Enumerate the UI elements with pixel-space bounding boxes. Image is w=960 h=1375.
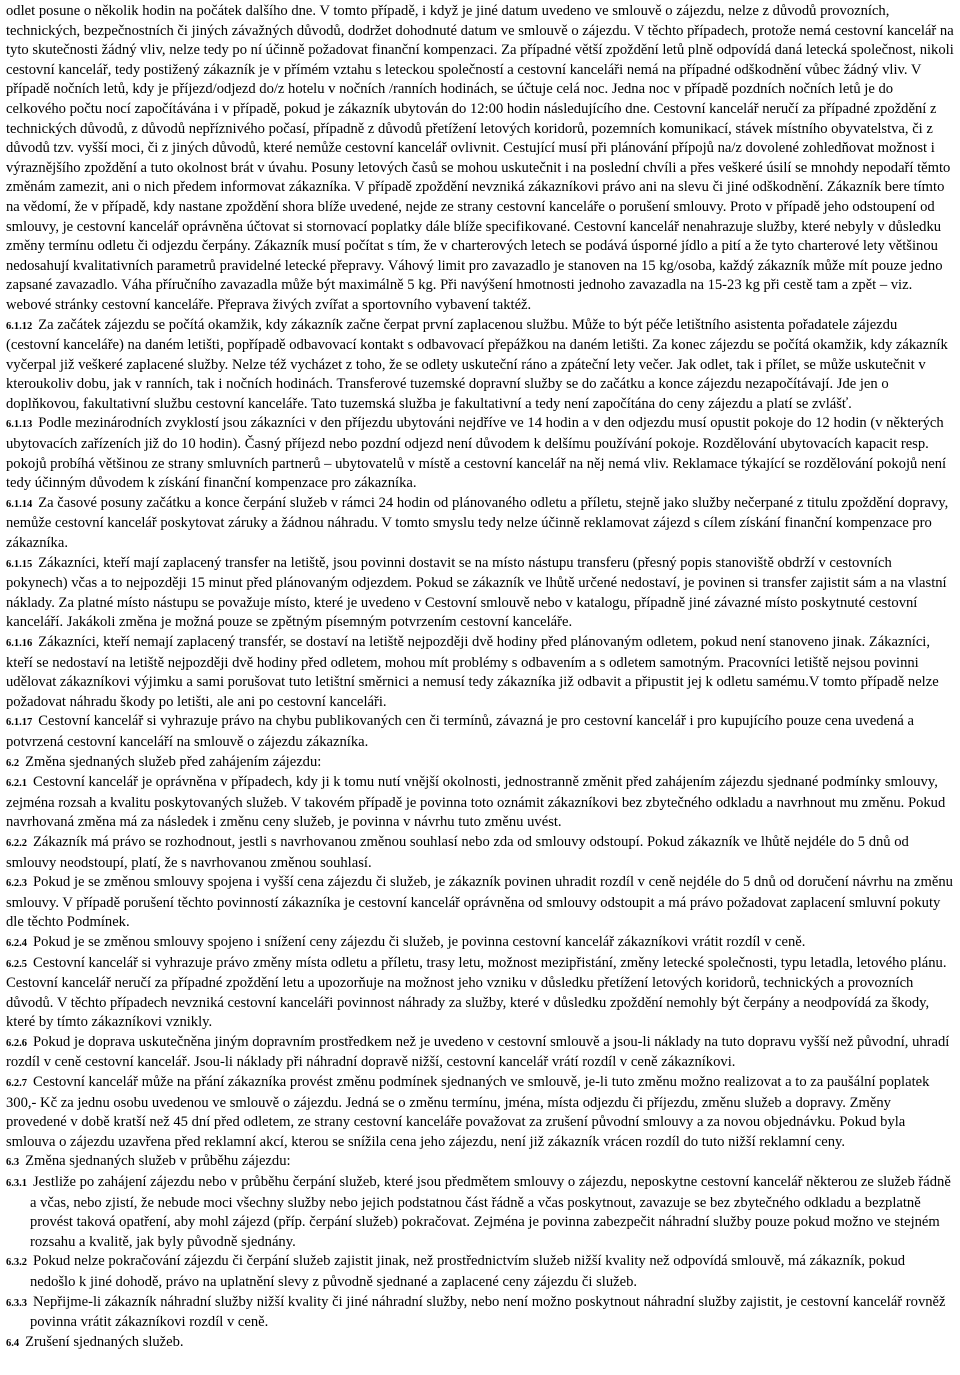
section-6-1-12 (6, 316, 954, 415)
section-number: 6.2.3 (6, 878, 27, 890)
paragraph-text: Za časové posuny začátku a konce čerpání služeb v rámci 24 hodin od plánovaného odletu a příletu, stejně jako služby nečerpané z titulu zpoždění dopravy, nemůže cestovní kancelář poskytovat záruky a žádnou náhradu. V tomto smyslu tedy nelze účinně reklamovat zájezd s cílem získání finanční kompenzace pro zákazníka. (6, 494, 949, 552)
paragraph-text: odlet posune o několik hodin na počátek dalšího dne. V tomto případě, i když je jiné datum uvedeno ve smlouvě o zájezdu, nelze z důvodů provozních, technických, bezpečnostních či jiných závažných důvodů, dodržet dohodnuté datum ve smlouvě o zájezdu. V těchto případech, protože nemá cestovní kancelář na tyto skutečnosti žádný vliv, nelze tedy po ní účinně požadovat finanční kompenzaci. Za případné větší zpoždění letů plně odpovídá daná letecká společnost, nikoli cestovní kancelář, tedy postižený zákazník je v přímém vztahu s leteckou společností a cestovní kanceláři nemá na případné odškodnění vůbec žádný vliv. V případě nočních letů, kdy je příjezd/odjezd do/z hotelu v nočních /ranních hodinách, se účtuje celá noc. Jedna noc v případě pozdních nočních letů je do celkového počtu nocí započítávána i v případě, pokud je zákazník ubytován do 12:00 hodin následujícího dne. Cestovní kancelář neručí za případné zpoždění z technických důvodů, z důvodů nepříznivého počasí, případně z důvodů přetížení letových koridorů, pozemních komunikací, stávek místního obyvatelstva, či z důvodů tzv. vyšší moci, či z jiných důvodů, které nemůže cestovní kancelář ovlivnit. Cestující musí při plánování přípojů na/z dovolené zohledňovat možnost i výraznějšího zpoždění a tuto okolnost brát v úvahu. Posuny letových časů se mohou uskutečnit i na poslední chvíli a přes veškeré úsilí se mnohdy nepodaří těmto změnám zamezit, ani o nich předem informovat zákazníka. V případě zpoždění nevzniká zákazníkovi právo ani na slevu či jiné odškodnění. Zákazník bere tímto na vědomí, že v případě, kdy nastane zpoždění shora blíže uvedené, nejde ze strany cestovní kanceláře o porušení smlouvy. Proto v případě jeho odstoupení od smlouvy, je cestovní kancelář oprávněna účtovat si stornovací poplatky dále blíže specifikované. Cestovní kancelář nenahrazuje služby, které nebyly v důsledku změny termínu odletu či odjezdu čerpány. Zákazník musí počítat s tím, že v charterových letech se podává úsporné jídlo a pití a že tyto charterové lety většinou nedosahují kvalitativních parametrů pravidelné letecké přepravy. Váhový limit pro zavazadlo je stanoven na 15 kg/osoba, každý zákazník může mít pouze jedno zapsané zavazadlo. Váha příručního zavazadla může být maximálně 5 kg. Při navýšení hmotnosti jednoho zavazadla na 15-23 kg při cestě tam a zpět – viz. webové stránky cestovní kanceláře. Přeprava živých zvířat a sportovního vybavení taktéž. (6, 3, 954, 313)
section-number: 6.1.14 (6, 498, 33, 510)
section-number: 6.2.5 (6, 958, 27, 970)
section-6-1-14 (6, 494, 954, 554)
paragraph-text: Pokud je doprava uskutečněna jiným dopravním prostředkem než je uvedeno v cestovní smlouvě a jsou-li náklady na tuto dopravu vyšší než původní, uhradí rozdíl v ceně cestovní kancelář. Jsou-li náklady při náhradní dopravě nižší, cestovní kancelář vrátí rozdíl v ceně zákazníkovi. (6, 1033, 950, 1071)
section-6-3 (6, 1152, 954, 1173)
section-6-2-3 (6, 873, 954, 933)
section-number: 6.4 (6, 1337, 20, 1349)
paragraph-0 (6, 2, 954, 316)
paragraph-text: Zákazník má právo se rozhodnout, jestli s navrhovanou změnou souhlasí nebo zda od smlouvy odstoupí. Pokud zákazník ve lhůtě nejdéle do 5 dnů od smlouvy neodstoupí, platí, že s navrhovanou změnou souhlasí. (6, 833, 909, 871)
paragraph-text: Nepřijme-li zákazník náhradní služby nižší kvality či jiné náhradní služby, nebo není možno poskytnout náhradní služby zajistit, je cestovní kancelář rovněž povinna vrátit zákazníkovi rozdíl v ceně. (30, 1293, 946, 1331)
section-6-2-7 (6, 1073, 954, 1152)
section-number: 6.2.4 (6, 937, 27, 949)
section-6-1-16 (6, 633, 954, 712)
section-6-2-6 (6, 1033, 954, 1073)
paragraph-text: Cestovní kancelář si vyhrazuje právo na chybu publikovaných cen či termínů, závazná je pro cestovní kancelář i pro kupujícího pouze cena uvedená a potvrzená cestovní kanceláří na smlouvě o zájezdu zákazníka. (6, 713, 914, 750)
section-6-3-1 (6, 1173, 954, 1252)
section-6-3-3 (6, 1293, 954, 1333)
section-number: 6.2.7 (6, 1078, 27, 1090)
paragraph-text: Cestovní kancelář je oprávněna v případech, kdy ji k tomu nutí vnější okolnosti, jednostranně změnit před zahájením zájezdu sjednané podmínky smlouvy, zejména rozsah a kvalitu poskytovaných služeb. V takovém případě je povinna toto oznámit zákazníkovi bez zbytečného odkladu a navrhnout mu změnu. Pokud navrhovaná změna má za následek i změnu ceny služeb, je povinna v návrhu tuto změnu uvést. (6, 774, 946, 831)
paragraph-text: Změna sjednaných služeb před zahájením zájezdu: (25, 753, 322, 770)
paragraph-text: Zrušení sjednaných služeb. (25, 1333, 184, 1350)
section-number: 6.1.15 (6, 558, 33, 570)
section-number: 6.1.17 (6, 717, 33, 729)
section-number: 6.3.1 (6, 1178, 27, 1190)
paragraph-text: Zákazníci, kteří mají zaplacený transfer na letiště, jsou povinni dostavit se na místo nástupu transferu (přesný popis stanoviště obdrží v cestovních pokynech) včas a to nejpozději 15 minut před plánovaným odjezdem. Pokud se zákazník ve lhůtě určené nedostaví, je povinen si transfer zajistit sám a na vlastní náklady. Za platné místo nástupu se považuje místo, které je uvedeno v Cestovní smlouvě nebo v katalogu, případně jiné závazné místo poskytnuté cestovní kanceláří. Jakákoli změna je možná pouze se zpětným písemným potvrzením cestovní kanceláře. (6, 554, 947, 631)
section-number: 6.2.2 (6, 837, 27, 849)
section-number: 6.2 (6, 757, 20, 769)
section-6-2-5 (6, 954, 954, 1033)
section-number: 6.1.16 (6, 638, 33, 649)
section-6-2 (6, 753, 954, 774)
section-number: 6.3.2 (6, 1257, 27, 1269)
section-number: 6.2.6 (6, 1037, 27, 1049)
section-6-4 (6, 1333, 954, 1354)
paragraph-text: Cestovní kancelář může na přání zákazníka provést změnu podmínek sjednaných ve smlouvě, je-li tuto změnu možno realizovat a to za paušální poplatek 300,- Kč za jednu osobu uvedenou ve smlouvě o zájezdu. Jedná se o změnu termínu, jména, místa odjezdu či příjezdu, změnu služeb a dopravy. Změny provedené v době kratší než 45 dní před odletem, ze strany cestovní kanceláře považovat za zrušení původní smlouvy a za novou objednávku. Pokud byla smlouva o zájezdu uzavřena před reklamní akcí, kterou se snížila cena jeho zájezdu, není již zákazník vrácen rozdíl do tuto nižší reklamní ceny. (6, 1074, 930, 1150)
section-6-3-2 (6, 1252, 954, 1292)
paragraph-text: Jestliže po zahájení zájezdu nebo v průběhu čerpání služeb, které jsou předmětem smlouvy o zájezdu, neposkytne cestovní kancelář některou ze služeb řádně a včas, nebo zjistí, že nebude moci všechny služby nebo jejich podstatnou část řádně a včas poskytnout, zavazuje se bez zbytečného odkladu a bezplatně provést taková opatření, aby mohl zájezd (příp. čerpání služeb) pokračovat. Zejména je povinna zabezpečit náhradní služby pouze pokud možno ve stejném rozsahu a kvalitě, jak byly původně sjednány. (30, 1174, 951, 1250)
paragraph-text: Podle mezinárodních zvyklostí jsou zákazníci v den příjezdu ubytováni nejdříve ve 14 hodin a v den odjezdu musí opustit pokoje do 12 hodin (v některých ubytovacích zařízeních již do 10 hodin). Časný příjezd nebo pozdní odjezd není důvodem k delšímu používání pokoje. Rozdělování ubytovacích kapacit resp. pokojů probíhá většinou ze strany smluvních partnerů – ubytovatelů v místě a cestovní kancelář na něj nemá vliv. Reklamace týkající se rozdělování pokojů není tedy účinným důvodem k získání finanční kompenzace pro zákazníka. (6, 415, 947, 492)
section-number: 6.1.13 (6, 419, 33, 431)
paragraph-text: Za začátek zájezdu se počítá okamžik, kdy zákazník začne čerpat první zaplacenou službu. Může to být péče letištního asistenta pořadatele zájezdu (cestovní kanceláře) na daném letišti, popřípadě odbavovací kontakt s odbavovací přepážkou na daném letišti. Za konec zájezdu se počítá okamžik, kdy zákazník vyčerpal již veškeré zaplacené služby. Nelze též vycházet z toho, že se odlety uskuteční ráno a zpáteční lety večer. Jak odlet, tak i přílet, se může uskutečnit v kteroukoliv dobu, jak v ranních, tak i nočních hodinách. Transferové tuzemské dopravní služby se do začátku a konce zájezdu nezapočítávají. Jde jen o doplňkovou, fakultativní službu cestovní kanceláře. Tato tuzemská služba je fakultativní a tedy není započítána do ceny zájezdu a platí se zvlášť. (6, 316, 948, 412)
paragraph-text: Změna sjednaných služeb v průběhu zájezdu: (25, 1153, 291, 1170)
paragraph-text: Pokud nelze pokračování zájezdu či čerpání služeb zajistit jinak, než prostřednictvím služeb nižší kvality než odpovídá smlouvě, má zákazník, pokud nedošlo k jiné dohodě, právo na uplatnění slevy z původně sjednané a zaplacené ceny zájezdu či služeb. (30, 1253, 906, 1290)
section-6-1-15 (6, 554, 954, 633)
section-number: 6.1.12 (6, 320, 33, 332)
section-6-2-4 (6, 933, 954, 954)
paragraph-text: Zákazníci, kteří nemají zaplacený transfér, se dostaví na letiště nejpozději dvě hodiny před plánovaným odletem, pokud není stanoveno jinak. Zákazníci, kteří se nedostaví na letiště nejpozději dvě hodiny před odletem, mohou mít problémy s odbavením a s odletem samotným. Pracovníci letiště nejsou povinni udělovat zákazníkovi výjimku a sami porušovat tuto letištní směrnici a nemusí tedy zákazníka již odbavit a připustit jej k odletu samému.V tomto případě nelze požadovat náhradu škody po letišti, ale ani po cestovní kanceláři. (6, 634, 939, 710)
section-number: 6.3 (6, 1157, 20, 1169)
paragraph-text: Pokud je se změnou smlouvy spojena i vyšší cena zájezdu či služeb, je zákazník povinen uhradit rozdíl v ceně nejdéle do 5 dnů od doručení návrhu na změnu smlouvy. V případě porušení těchto povinností zákazníka je cestovní kancelář oprávněna od smlouvy odstoupit a má právo požadovat zaplacení smluvní pokuty dle těchto Podmínek. (6, 874, 953, 931)
section-6-2-2 (6, 833, 954, 873)
section-number: 6.2.1 (6, 778, 27, 790)
section-6-1-13 (6, 414, 954, 493)
section-number: 6.3.3 (6, 1297, 27, 1309)
paragraph-text: Cestovní kancelář si vyhrazuje právo změny místa odletu a příletu, trasy letu, možnost mezipřistání, změny letecké společnosti, typu letadla, letového plánu. Cestovní kancelář neručí za případné zpoždění letu a upozorňuje na možnost jeho vzniku v důsledku přetížení letových koridorů, technických a provozních důvodů. V těchto případech nevzniká cestovní kanceláři povinnost náhrady za služby, které v důsledku zpoždění nemohly být čerpány a neodpovídá za škody, které by tímto zákazníkovi vznikly. (6, 954, 947, 1031)
paragraph-text: Pokud je se změnou smlouvy spojeno i snížení ceny zájezdu či služeb, je povinna cestovní kancelář zákazníkovi vrátit rozdíl v ceně. (33, 933, 806, 950)
section-6-1-17 (6, 712, 954, 752)
section-6-2-1 (6, 773, 954, 833)
